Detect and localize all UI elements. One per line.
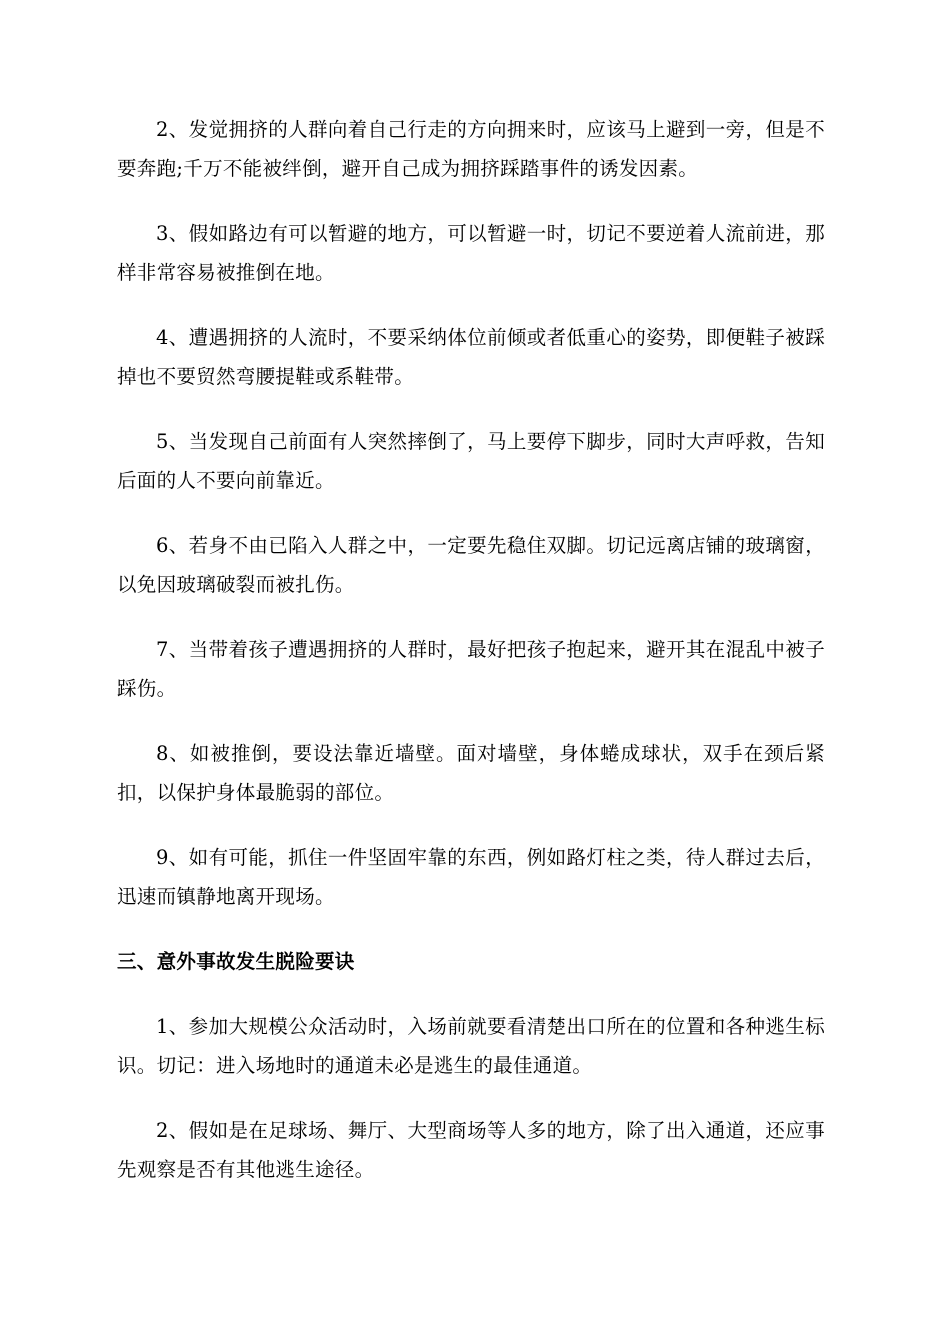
paragraph-item-7: 7、当带着孩子遭遇拥挤的人群时，最好把孩子抱起来，避开其在混乱中被子踩伤。	[117, 638, 825, 700]
paragraph-item-5: 5、当发现自己前面有人突然摔倒了，马上要停下脚步，同时大声呼救，告知后面的人不要向前靠近。	[117, 430, 825, 492]
paragraph-item-3: 3、假如路边有可以暂避的地方，可以暂避一时，切记不要逆着人流前进，那样非常容易被推倒在地。	[117, 222, 825, 284]
paragraph-item-4: 4、遭遇拥挤的人流时，不要采纳体位前倾或者低重心的姿势，即便鞋子被踩掉也不要贸然弯腰提鞋或系鞋带。	[117, 326, 825, 388]
paragraph-item-8: 8、如被推倒，要设法靠近墙壁。面对墙壁，身体蜷成球状，双手在颈后紧扣，以保护身体最脆弱的部位。	[117, 742, 825, 804]
paragraph-item-9: 9、如有可能，抓住一件坚固牢靠的东西，例如路灯柱之类，待人群过去后，迅速而镇静地离开现场。	[117, 846, 825, 908]
document-page	[117, 110, 825, 1215]
paragraph-item-2: 2、发觉拥挤的人群向着自己行走的方向拥来时，应该马上避到一旁，但是不要奔跑;千万不能被绊倒，避开自己成为拥挤踩踏事件的诱发因素。	[117, 118, 825, 180]
paragraph-item-s3-1: 1、参加大规模公众活动时，入场前就要看清楚出口所在的位置和各种逃生标识。切记：进入场地时的通道未必是逃生的最佳通道。	[117, 1015, 825, 1077]
section-heading: 三、意外事故发生脱险要诀	[117, 950, 355, 973]
paragraph-item-s3-2: 2、假如是在足球场、舞厅、大型商场等人多的地方，除了出入通道，还应事先观察是否有其他逃生途径。	[117, 1119, 825, 1181]
paragraph-item-6: 6、若身不由已陷入人群之中，一定要先稳住双脚。切记远离店铺的玻璃窗，以免因玻璃破裂而被扎伤。	[117, 534, 825, 596]
